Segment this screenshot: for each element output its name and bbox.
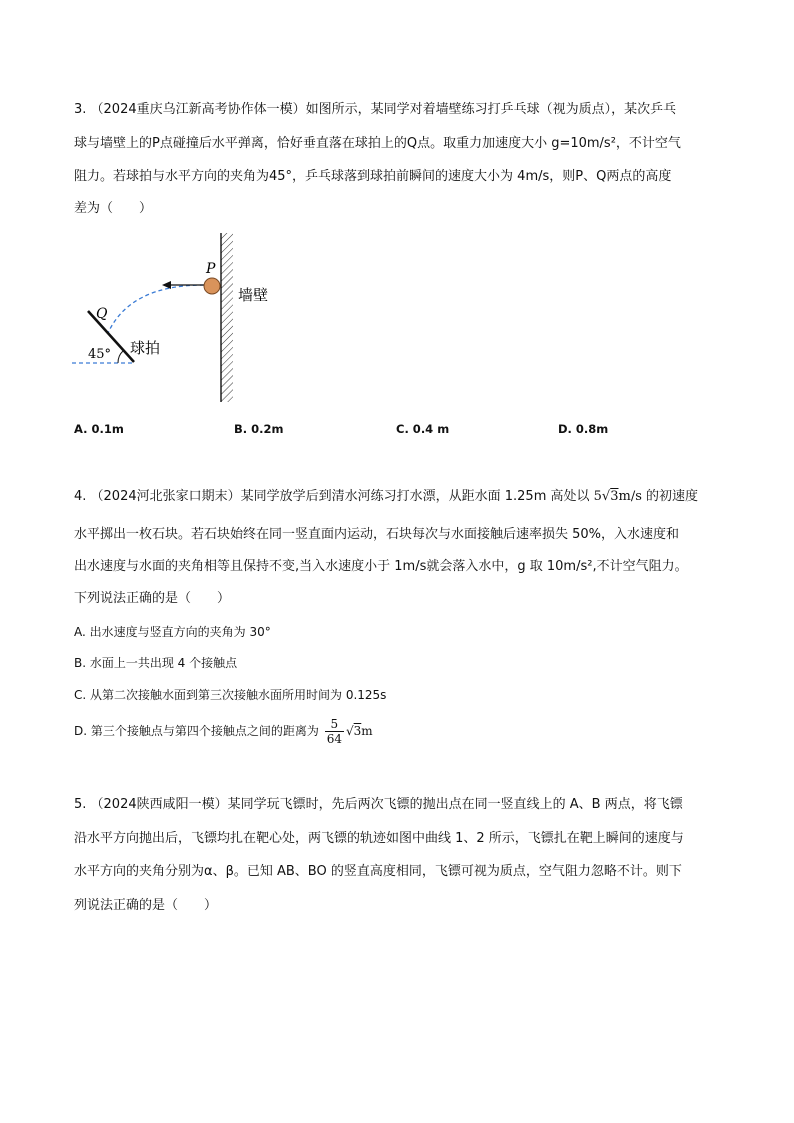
q4-option-d-fraction: $\frac{5}{64}$ (326, 717, 342, 746)
ping-pong-ball (204, 278, 220, 294)
q3-option-d[interactable]: D. 0.8m (558, 422, 609, 436)
q3-line-3: 阻力。若球拍与水平方向的夹角为45°，乒乓球落到球拍前瞬间的速度大小为 4m/s，则P、Q两点的高度 (74, 169, 672, 184)
q4-option-c[interactable]: C. 从第二次接触水面到第三次接触水面所用时间为 0.125s (74, 688, 387, 702)
q5-line-2: 沿水平方向抛出后，飞镖均扎在靶心处，两飞镖的轨迹如图中曲线 1、2 所示，飞镖扎在靶上瞬间的速度与 (74, 831, 684, 846)
label-wall: 墙壁 (238, 286, 269, 304)
wall-hatch (221, 233, 233, 402)
q4-option-b[interactable]: B. 水面上一共出现 4 个接触点 (74, 656, 238, 670)
q4-initial-speed: 5√3m/s (593, 489, 642, 504)
q5-line-3: 水平方向的夹角分别为α、β。已知 AB、BO 的竖直高度相同，飞镖可视为质点，空气阻力忽略不计。则下 (74, 864, 682, 879)
q4-line-1-text: 4. （2024河北张家口期末）某同学放学后到清水河练习打水漂，从距水面 1.25m 高处以 (74, 489, 590, 504)
q4-option-a[interactable]: A. 出水速度与竖直方向的夹角为 30° (74, 625, 271, 639)
q4-option-d-root: √3m (345, 724, 373, 738)
q4-line-2: 水平掷出一枚石块。若石块始终在同一竖直面内运动，石块每次与水面接触后速率损失 50%，入水速度和 (74, 527, 680, 542)
q5-line-4: 列说法正确的是（ ） (74, 898, 218, 913)
q4-line-1-tail: 的初速度 (646, 489, 699, 504)
arrow-head (162, 281, 171, 289)
q3-option-b[interactable]: B. 0.2m (234, 422, 284, 436)
q4-option-d-text: D. 第三个接触点与第四个接触点之间的距离为 (74, 724, 319, 738)
q3-line-2: 球与墙壁上的P点碰撞后水平弹离，恰好垂直落在球拍上的Q点。取重力加速度大小 g=10m/s²，不计空气 (74, 136, 681, 151)
q3-line-4: 差为（ ） (74, 201, 153, 216)
label-p: P (206, 261, 216, 277)
angle-arc (118, 351, 123, 363)
q3-option-c[interactable]: C. 0.4 m (396, 422, 450, 436)
q3-figure (66, 226, 286, 408)
q4-line-4: 下列说法正确的是（ ） (74, 591, 231, 606)
label-angle: 45° (88, 347, 112, 362)
trajectory-curve (108, 285, 204, 333)
q4-option-d[interactable] (74, 714, 734, 748)
q3-option-a[interactable]: A. 0.1m (74, 422, 124, 436)
label-q: Q (96, 306, 108, 322)
q4-line-1 (74, 487, 734, 507)
label-racket: 球拍 (130, 339, 161, 357)
q5-line-1: 5. （2024陕西咸阳一模）某同学玩飞镖时，先后两次飞镖的抛出点在同一竖直线上的 A、B 两点，将飞镖 (74, 797, 683, 812)
q4-line-3: 出水速度与水面的夹角相等且保持不变,当入水速度小于 1m/s就会落入水中，g 取 10m/s²,不计空气阻力。 (74, 559, 688, 574)
q3-line-1: 3. （2024重庆乌江新高考协作体一模）如图所示，某同学对着墙壁练习打乒乓球（视为质点），某次乒乓 (74, 102, 677, 117)
